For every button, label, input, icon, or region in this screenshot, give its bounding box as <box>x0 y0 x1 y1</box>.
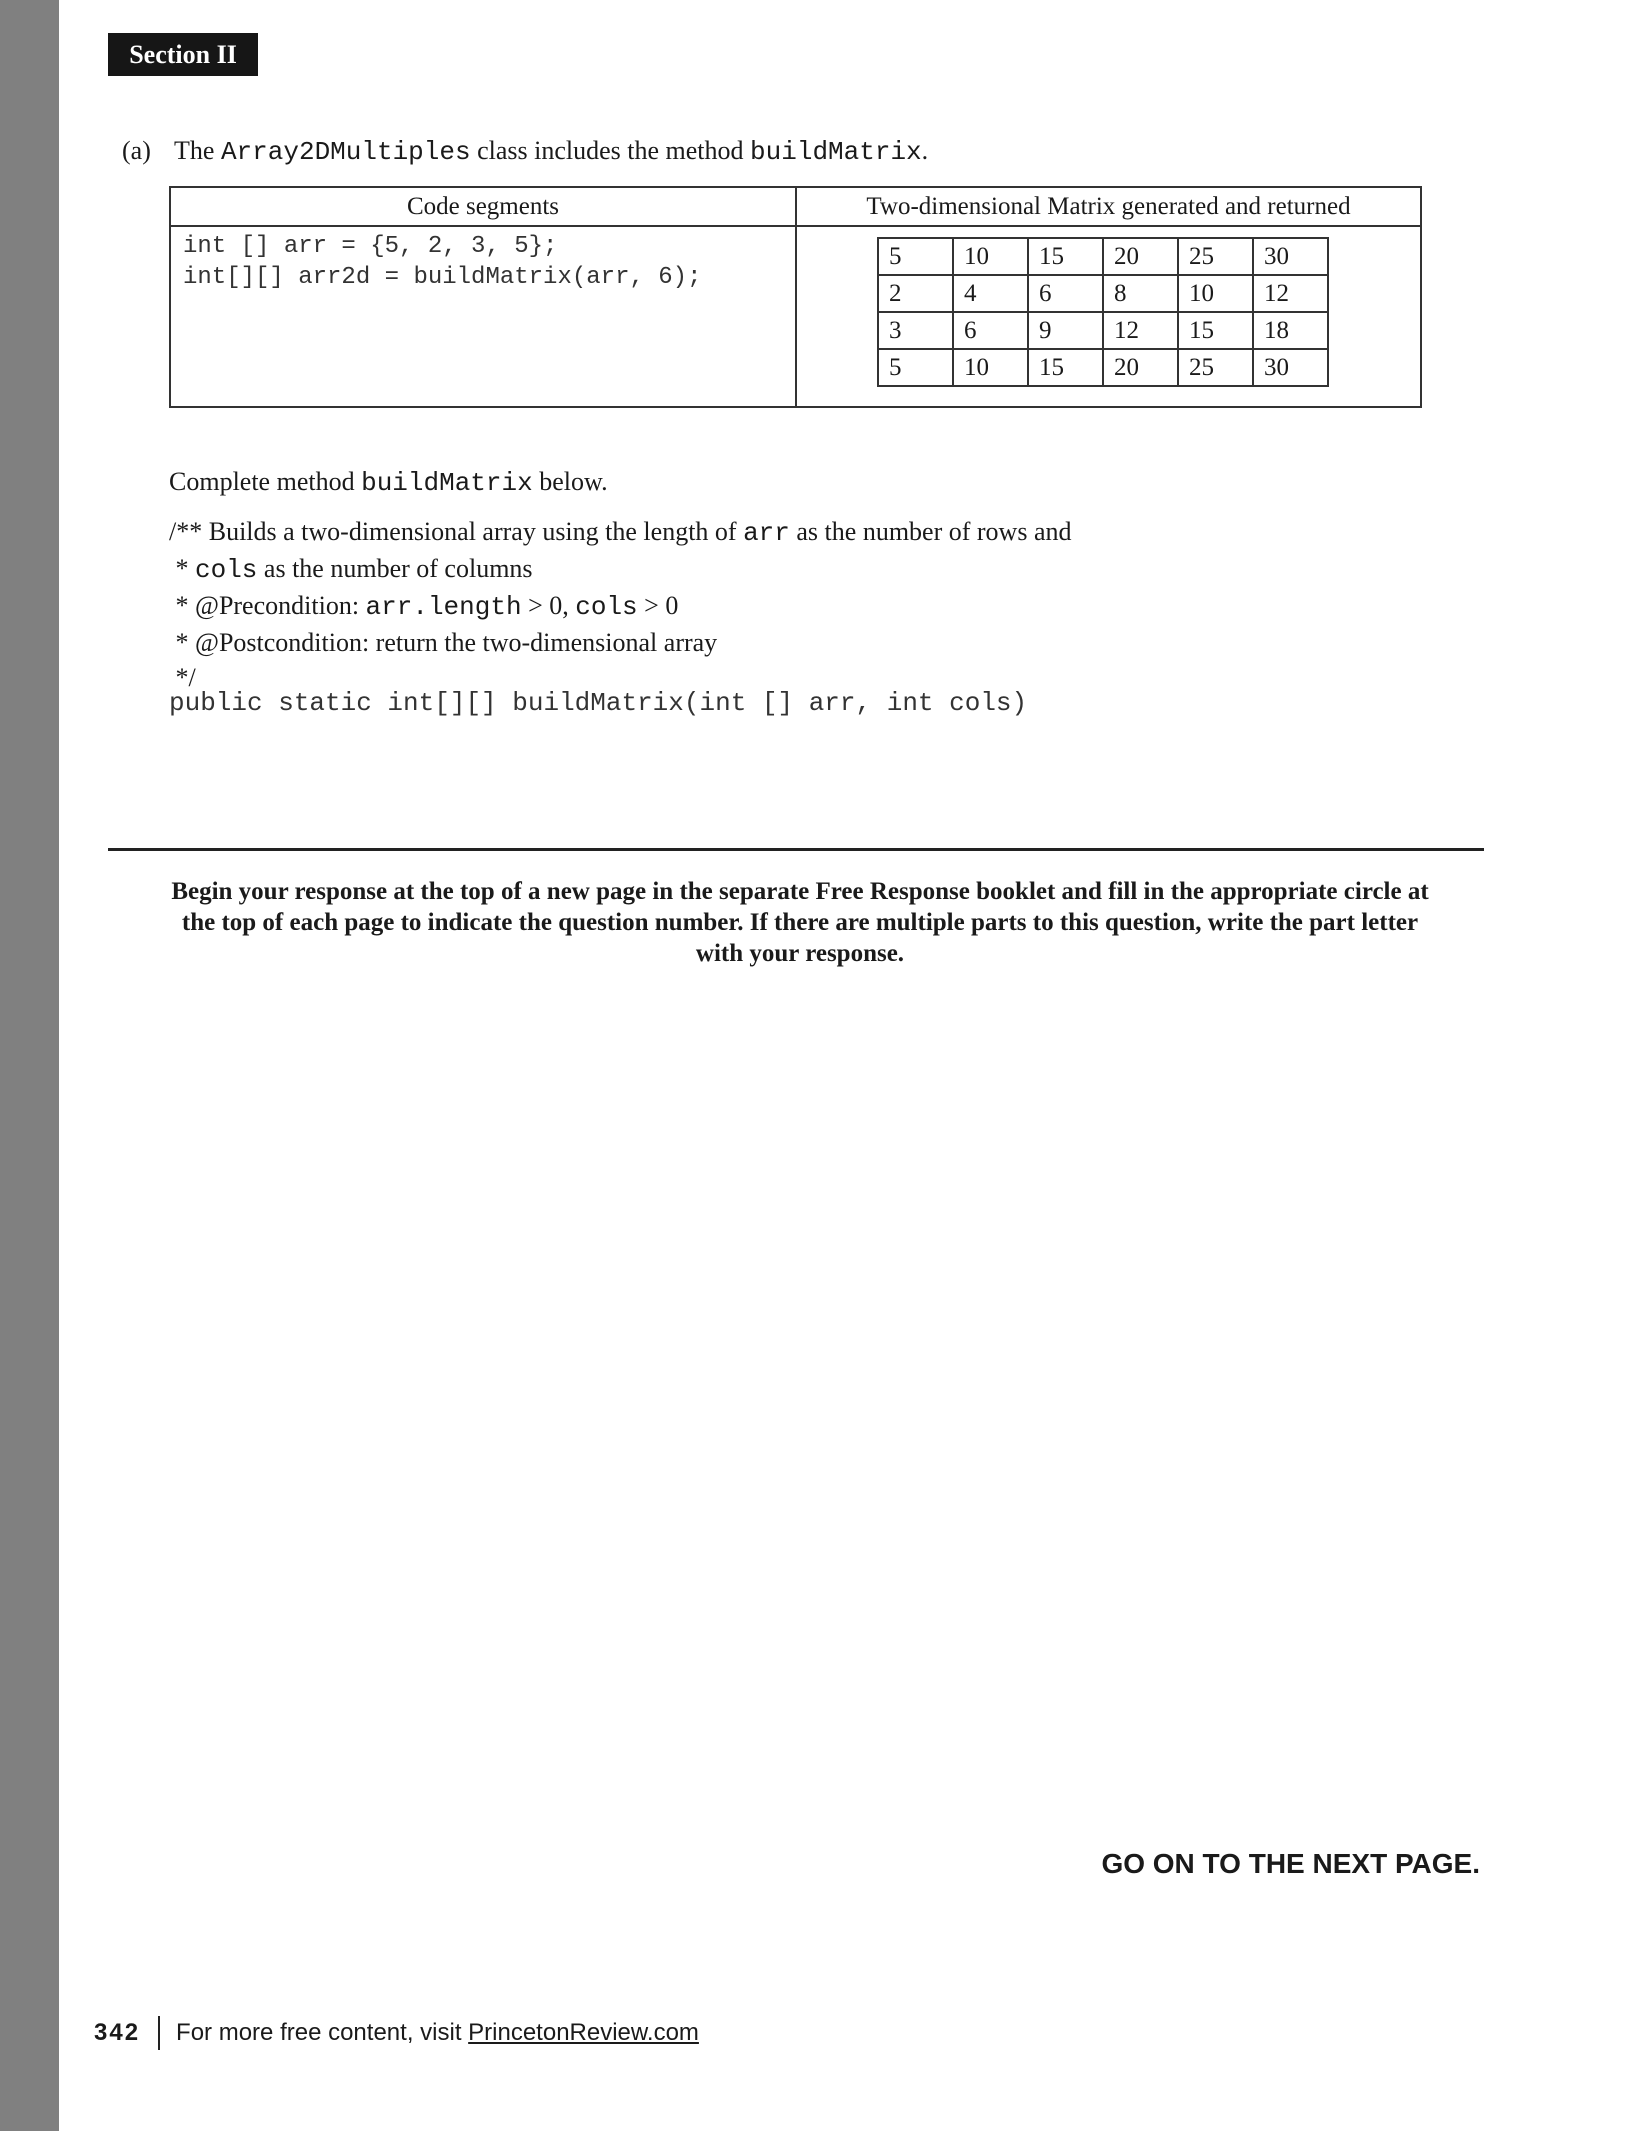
header-code-segments: Code segments <box>170 187 796 226</box>
matrix-row <box>878 275 1328 312</box>
doc-code: arr <box>743 518 790 548</box>
method-name: buildMatrix <box>750 137 922 167</box>
doc-comment <box>169 514 1072 695</box>
matrix-value: 5 <box>878 238 953 275</box>
matrix-value: 18 <box>1253 312 1328 349</box>
code-line: int[][] arr2d = buildMatrix(arr, 6); <box>183 264 702 291</box>
question-intro <box>122 136 928 167</box>
footer-divider <box>158 2016 160 2050</box>
part-label: (a) <box>122 136 151 165</box>
doc-line-5: */ <box>169 663 196 692</box>
page-number: 342 <box>94 2019 141 2046</box>
intro-suffix: . <box>921 136 929 165</box>
matrix-value: 30 <box>1253 238 1328 275</box>
intro-middle: class includes the method <box>477 136 744 165</box>
matrix-value: 12 <box>1253 275 1328 312</box>
footer-text: For more free content, visit <box>176 2019 462 2046</box>
matrix-row <box>878 238 1328 275</box>
matrix-value: 5 <box>878 349 953 386</box>
matrix-value: 12 <box>1103 312 1178 349</box>
matrix-value: 9 <box>1028 312 1103 349</box>
matrix-row <box>878 312 1328 349</box>
code-line: int [] arr = {5, 2, 3, 5}; <box>183 233 558 260</box>
matrix-value: 6 <box>1028 275 1103 312</box>
matrix-value: 10 <box>1178 275 1253 312</box>
matrix-value: 2 <box>878 275 953 312</box>
page-footer <box>94 2016 699 2050</box>
complete-suffix: below. <box>539 467 608 496</box>
doc-text: /** Builds a two-dimensional array using the length of <box>169 517 744 546</box>
doc-text: > 0 <box>637 591 679 620</box>
doc-code: cols <box>575 592 638 622</box>
matrix-value: 10 <box>953 349 1028 386</box>
matrix-value: 8 <box>1103 275 1178 312</box>
doc-line-2 <box>169 551 1072 588</box>
result-matrix <box>877 237 1329 387</box>
matrix-cell <box>796 226 1421 407</box>
doc-line-3 <box>169 588 1072 625</box>
doc-text: * @Precondition: <box>169 591 366 620</box>
intro-prefix: The <box>174 136 215 165</box>
matrix-value: 4 <box>953 275 1028 312</box>
doc-line-1 <box>169 514 1072 551</box>
matrix-value: 20 <box>1103 349 1178 386</box>
doc-text: as the number of columns <box>257 554 533 583</box>
response-instructions: Begin your response at the top of a new page in the separate Free Response booklet and fill in the appropriate circle at the top of each page to indicate the question number. If there are multiple parts to this question, write the part letter with your response. <box>171 878 1429 967</box>
doc-code: arr.length <box>365 592 522 622</box>
matrix-row <box>878 349 1328 386</box>
matrix-value: 20 <box>1103 238 1178 275</box>
complete-prefix: Complete method <box>169 467 355 496</box>
matrix-value: 30 <box>1253 349 1328 386</box>
horizontal-rule <box>108 848 1484 851</box>
matrix-value: 6 <box>953 312 1028 349</box>
section-tag: Section II <box>108 33 258 76</box>
complete-method: buildMatrix <box>361 468 533 498</box>
page-gutter <box>0 0 59 2131</box>
doc-text: as the number of rows and <box>789 517 1072 546</box>
example-table <box>169 186 1422 408</box>
header-matrix: Two-dimensional Matrix generated and returned <box>796 187 1421 226</box>
class-name: Array2DMultiples <box>220 137 471 167</box>
matrix-value: 15 <box>1028 238 1103 275</box>
doc-text: > 0, <box>521 591 576 620</box>
matrix-value: 25 <box>1178 349 1253 386</box>
doc-code: cols <box>195 555 258 585</box>
complete-instruction <box>169 467 608 498</box>
matrix-value: 10 <box>953 238 1028 275</box>
princeton-review-link[interactable]: PrincetonReview.com <box>468 2019 699 2046</box>
doc-text: * <box>169 554 195 583</box>
doc-line-4: * @Postcondition: return the two-dimensional array <box>169 628 718 657</box>
matrix-value: 15 <box>1178 312 1253 349</box>
go-on-next-page: GO ON TO THE NEXT PAGE. <box>1101 1848 1480 1879</box>
matrix-value: 15 <box>1028 349 1103 386</box>
matrix-value: 3 <box>878 312 953 349</box>
code-segment-cell <box>170 226 796 407</box>
method-signature: public static int[][] buildMatrix(int [] arr, int cols) <box>169 688 1028 718</box>
matrix-value: 25 <box>1178 238 1253 275</box>
